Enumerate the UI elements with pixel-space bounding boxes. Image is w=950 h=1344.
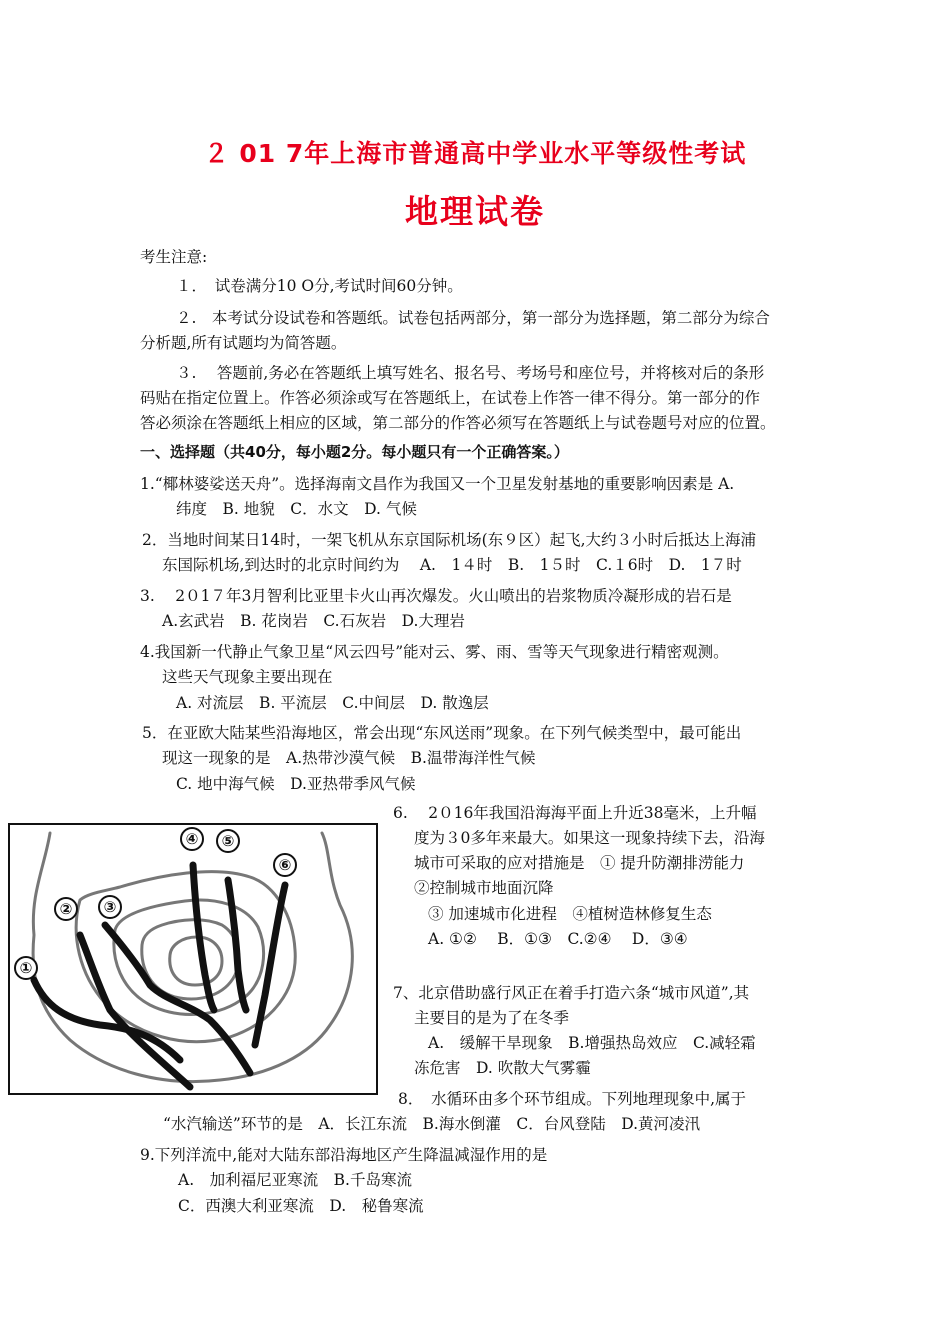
q6-line-3: 城市可采取的应对措施是 ① 提升防潮排涝能力 [414,854,745,872]
q4-line-3: A. 对流层 B. 平流层 C.中间层 D. 散逸层 [176,694,489,712]
map-label-4: ④ [185,830,199,848]
q6-line-5: ③ 加速城市化进程 ④植树造林修复生态 [428,905,712,923]
notice-item-1: １． 试卷满分10 O分,考试时间60分钟。 [176,277,463,295]
notice-item-3-line-3: 答必须涂在答题纸上相应的区域，第二部分的作答必须写在答题纸上与试卷题号对应的位置。 [140,414,776,432]
map-label-1: ① [19,959,33,977]
q6-line-6: A. ①② B．①③ C.②④ D．③④ [428,930,688,948]
q6-line-4: ②控制城市地面沉降 [414,879,554,897]
q8-line-2: “水汽输送”环节的是 A．长江东流 B.海水倒灌 C．台风登陆 D.黄河凌汛 [163,1115,701,1133]
notice-heading: 考生注意: [140,248,208,266]
exam-title: ２ 01 7年上海市普通高中学业水平等级性考试 [203,139,747,168]
q5-line-2: 现这一现象的是 A.热带沙漠气候 B.温带海洋性气候 [162,749,536,767]
section-heading: 一、选择题（共40分，每小题2分。每小题只有一个正确答案。） [140,443,569,461]
subject-title: 地理试卷 [405,192,545,231]
q4-line-2: 这些天气现象主要出现在 [162,668,333,686]
map-label-2: ② [59,900,73,918]
q3-line-1: 3. 2０1７年3月智利比亚里卡火山再次爆发。火山喷出的岩浆物质冷凝形成的岩石是 [140,587,732,605]
q8-line-1: 8． 水循环由多个环节组成。下列地理现象中,属于 [398,1090,747,1108]
map-label-5: ⑤ [221,832,235,850]
map-label-6: ⑥ [278,856,292,874]
q6-line-2: 度为３0多年来最大。如果这一现象持续下去，沿海 [414,829,765,847]
city-wind-corridor-map [8,823,378,1095]
map-label-3: ③ [103,898,117,916]
q9-line-3: C．西澳大利亚寒流 D. 秘鲁寒流 [178,1197,424,1215]
q5-line-1: 5．在亚欧大陆某些沿海地区，常会出现“东风送雨”现象。在下列气候类型中，最可能出 [142,724,742,742]
q2-line-1: 2．当地时间某日14时，一架飞机从东京国际机场(东９区）起飞,大约３小时后抵达上海浦 [142,531,757,549]
q6-line-1: 6. 2０16年我国沿海海平面上升近38毫米，上升幅 [393,804,757,822]
q4-line-1: 4.我国新一代静止气象卫星“风云四号”能对云、雾、雨、雪等天气现象进行精密观测。 [140,643,729,661]
q7-line-3: A. 缓解干旱现象 B.增强热岛效应 C.减轻霜 [428,1034,756,1052]
q1-line-1: 1.“椰林婆娑送天舟”。选择海南文昌作为我国又一个卫星发射基地的重要影响因素是 A. [140,475,735,493]
notice-item-3-line-2: 码贴在指定位置上。作答必须涂或写在答题纸上，在试卷上作答一律不得分。第一部分的作 [140,389,761,407]
q5-line-3: C. 地中海气候 D.亚热带季风气候 [176,775,416,793]
notice-item-3-line-1: ３. 答题前,务必在答题纸上填写姓名、报名号、考场号和座位号，并将核对后的条形 [176,364,765,382]
q9-line-2: A. 加利福尼亚寒流 B.千岛寒流 [178,1171,412,1189]
q2-line-2: 东国际机场,到达时的北京时间约为 A. 1４时 B. 1５时 C.１6时 D. 1７时 [162,556,742,574]
q1-line-2: 纬度 B. 地貌 C．水文 D. 气候 [176,500,417,518]
notice-item-2-line-1: ２. 本考试分设试卷和答题纸。试卷包括两部分，第一部分为选择题，第二部分为综合 [176,309,770,327]
q7-line-1: 7、北京借助盛行风正在着手打造六条“城市风道”,其 [393,984,750,1002]
q7-line-2: 主要目的是为了在冬季 [414,1009,570,1027]
q3-line-2: A.玄武岩 B. 花岗岩 C.石灰岩 D.大理岩 [162,612,465,630]
q9-line-1: 9.下列洋流中,能对大陆东部沿海地区产生降温减湿作用的是 [140,1146,548,1164]
q7-line-4: 冻危害 D. 吹散大气雾霾 [414,1059,591,1077]
notice-item-2-line-2: 分析题,所有试题均为简答题。 [140,334,347,352]
